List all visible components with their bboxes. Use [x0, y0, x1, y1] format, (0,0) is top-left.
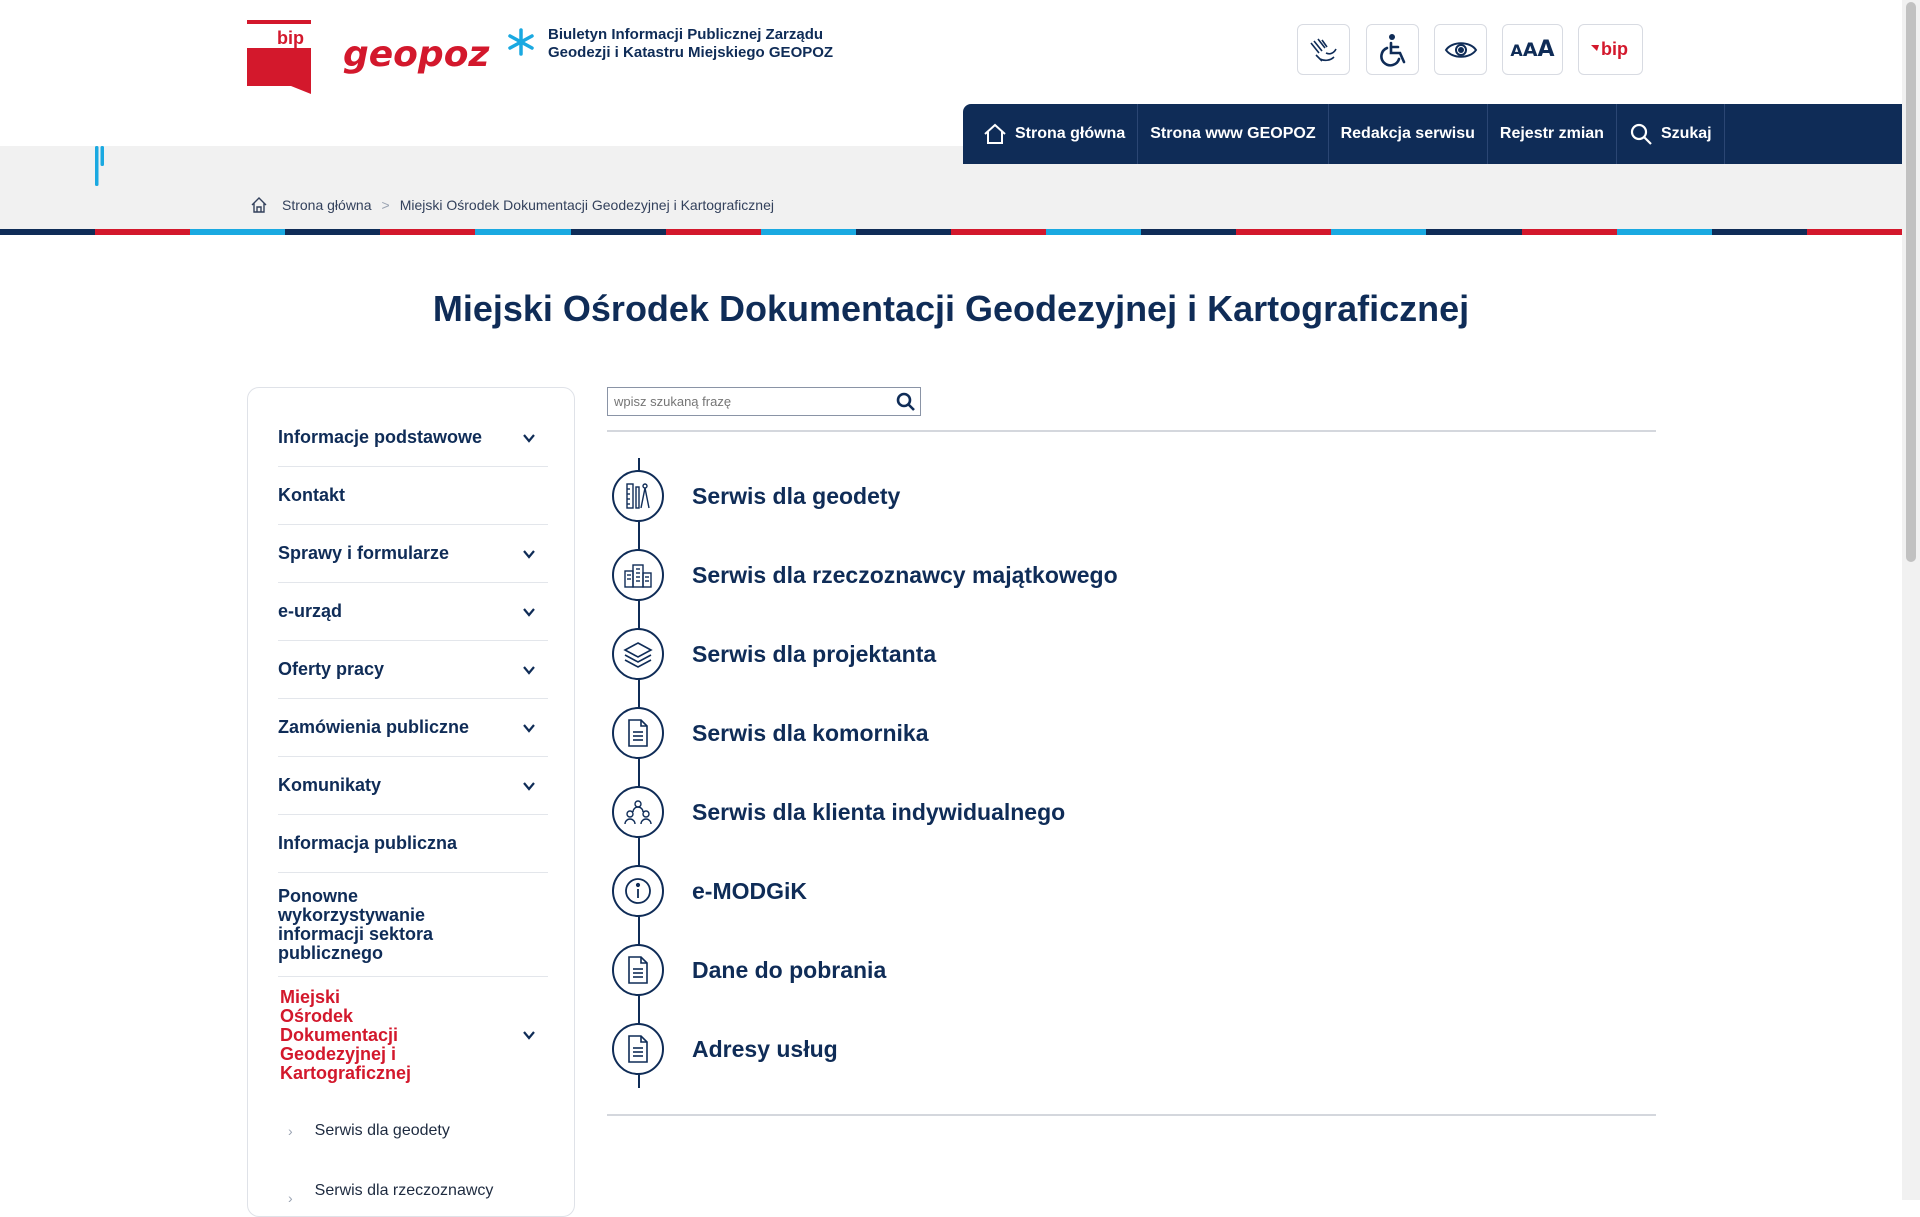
service-label: Serwis dla rzeczoznawcy majątkowego [692, 561, 1118, 588]
sidebar-item-reuse[interactable] [278, 873, 548, 977]
breadcrumb-separator: > [381, 197, 390, 213]
service-icon-circle [612, 628, 664, 680]
decorative-mark [95, 146, 104, 186]
contrast-button[interactable] [1434, 24, 1487, 75]
font-size-icon: AAA [1510, 37, 1555, 62]
sidebar-item-label: Sprawy i formularze [278, 543, 450, 563]
service-appraiser[interactable] [612, 548, 1118, 602]
page-title: Miejski Ośrodek Dokumentacji Geodezyjnej i Kartograficznej [432, 288, 1470, 329]
sidebar-item-public-information[interactable] [278, 815, 548, 873]
nav-editorial[interactable] [1329, 104, 1488, 164]
chevron-down-icon[interactable] [522, 547, 536, 561]
sidebar-item-job-offers[interactable] [278, 641, 548, 699]
service-bailiff[interactable] [612, 706, 928, 760]
search-box [607, 387, 921, 416]
search-button[interactable] [896, 392, 916, 417]
service-designer[interactable] [612, 627, 936, 681]
nav-editorial-label: Redakcja serwisu [1340, 125, 1475, 142]
sidebar-subitem-label: Serwis dla rzeczoznawcy [314, 1182, 494, 1199]
sidebar-subitem-surveyor[interactable] [288, 1122, 450, 1140]
service-icon-circle [612, 1023, 664, 1075]
service-label: Serwis dla klienta indywidualnego [692, 798, 1066, 825]
service-surveyor[interactable] [612, 469, 900, 523]
nav-geopoz-label: Strona www GEOPOZ [1150, 125, 1316, 142]
sidebar-item-basic-info[interactable] [278, 409, 548, 467]
geopoz-logo[interactable] [343, 26, 535, 76]
sidebar-item-label: Kontakt [278, 485, 345, 505]
home-icon [983, 123, 1007, 145]
search-icon [896, 392, 916, 412]
eye-icon [1444, 39, 1478, 61]
nav-changelog-label: Rejestr zmian [1499, 125, 1604, 142]
bip-button[interactable] [1578, 24, 1643, 75]
document-icon [626, 1034, 650, 1064]
service-downloads[interactable] [612, 943, 886, 997]
service-e-modgik[interactable] [612, 864, 807, 918]
service-label: Serwis dla geodety [692, 482, 901, 509]
nav-search[interactable] [1617, 104, 1725, 164]
chevron-right-icon: › [288, 1190, 293, 1206]
search-input[interactable] [608, 388, 890, 415]
sidebar-item-label: Ponowne wykorzystywanie informacji sektora publicznego [278, 885, 434, 963]
color-stripe [0, 229, 1902, 235]
nav-search-label: Szukaj [1660, 125, 1712, 142]
service-label: e-MODGiK [692, 877, 807, 904]
breadcrumb-current: Miejski Ośrodek Dokumentacji Geodezyjnej i Kartograficznej [399, 197, 774, 213]
sidebar-item-contact[interactable] [278, 467, 548, 525]
chevron-down-icon[interactable] [522, 721, 536, 735]
svg-text:geopoz: geopoz [343, 34, 490, 75]
people-icon [623, 798, 653, 826]
service-icon-circle [612, 470, 664, 522]
bip-logo[interactable] [247, 20, 311, 94]
service-icon-circle [612, 549, 664, 601]
search-icon [1629, 122, 1653, 146]
sidebar-item-label: Oferty pracy [278, 659, 385, 679]
chevron-down-icon[interactable] [522, 431, 536, 445]
chevron-down-icon[interactable] [522, 1028, 536, 1042]
sidebar-item-label: Komunikaty [278, 775, 382, 795]
buildings-icon [623, 561, 653, 589]
wheelchair-icon [1378, 33, 1408, 67]
service-addresses[interactable] [612, 1022, 838, 1076]
sidebar-item-label: Zamówienia publiczne [278, 717, 470, 737]
document-icon [626, 955, 650, 985]
divider [607, 430, 1656, 432]
breadcrumb [250, 196, 774, 214]
svg-text:bip: bip [1600, 38, 1628, 59]
service-individual-client[interactable] [612, 785, 1065, 839]
sidebar-item-public-procurement[interactable] [278, 699, 548, 757]
service-label: Dane do pobrania [692, 956, 887, 983]
bulletin-line-1: Biuletyn Informacji Publicznej Zarządu [548, 26, 824, 43]
svg-text:bip: bip [277, 28, 304, 48]
sidebar-subitem-appraiser[interactable] [288, 1176, 493, 1206]
home-icon[interactable] [250, 196, 268, 214]
nav-home-label: Strona główna [1015, 125, 1126, 142]
surveyor-tools-icon [624, 481, 652, 511]
font-size-button[interactable] [1502, 24, 1563, 75]
accessibility-button[interactable] [1366, 24, 1419, 75]
sidebar-item-label: e-urząd [278, 601, 343, 621]
nav-changelog[interactable] [1488, 104, 1617, 164]
divider [607, 1114, 1656, 1116]
sign-language-button[interactable] [1297, 24, 1350, 75]
sidebar-item-e-office[interactable] [278, 583, 548, 641]
sign-language-icon [1308, 35, 1340, 65]
nav-geopoz-site[interactable] [1138, 104, 1328, 164]
breadcrumb-home[interactable]: Strona główna [282, 197, 372, 213]
bip-icon [1589, 39, 1633, 61]
sidebar [247, 387, 575, 1217]
chevron-right-icon: › [288, 1123, 293, 1139]
bulletin-title [548, 26, 888, 62]
chevron-down-icon[interactable] [522, 779, 536, 793]
service-icon-circle [612, 707, 664, 759]
document-icon [626, 718, 650, 748]
service-label: Adresy usług [692, 1035, 838, 1062]
service-icon-circle [612, 865, 664, 917]
sidebar-item-matters-forms[interactable] [278, 525, 548, 583]
sidebar-item-label: Informacje podstawowe [278, 427, 483, 447]
layers-icon [623, 640, 653, 668]
sidebar-item-announcements[interactable] [278, 757, 548, 815]
service-label: Serwis dla projektanta [692, 640, 937, 667]
main-nav [963, 104, 1902, 164]
service-icon-circle [612, 786, 664, 838]
sidebar-item-label: Miejski Ośrodek Dokumentacji Geodezyjnej i Kartograficznej [280, 986, 412, 1083]
chevron-down-icon[interactable] [522, 605, 536, 619]
bulletin-line-2: Geodezji i Katastru Miejskiego GEOPOZ [548, 44, 834, 61]
sidebar-item-modgik[interactable] [278, 977, 548, 1093]
service-label: Serwis dla komornika [692, 719, 929, 746]
sidebar-item-label: Informacja publiczna [278, 833, 458, 853]
scrollbar-thumb[interactable] [1906, 2, 1916, 562]
service-icon-circle [612, 944, 664, 996]
chevron-down-icon[interactable] [522, 663, 536, 677]
info-icon [623, 876, 653, 906]
nav-home[interactable] [963, 104, 1138, 164]
sidebar-subitem-label: Serwis dla geodety [314, 1122, 450, 1139]
